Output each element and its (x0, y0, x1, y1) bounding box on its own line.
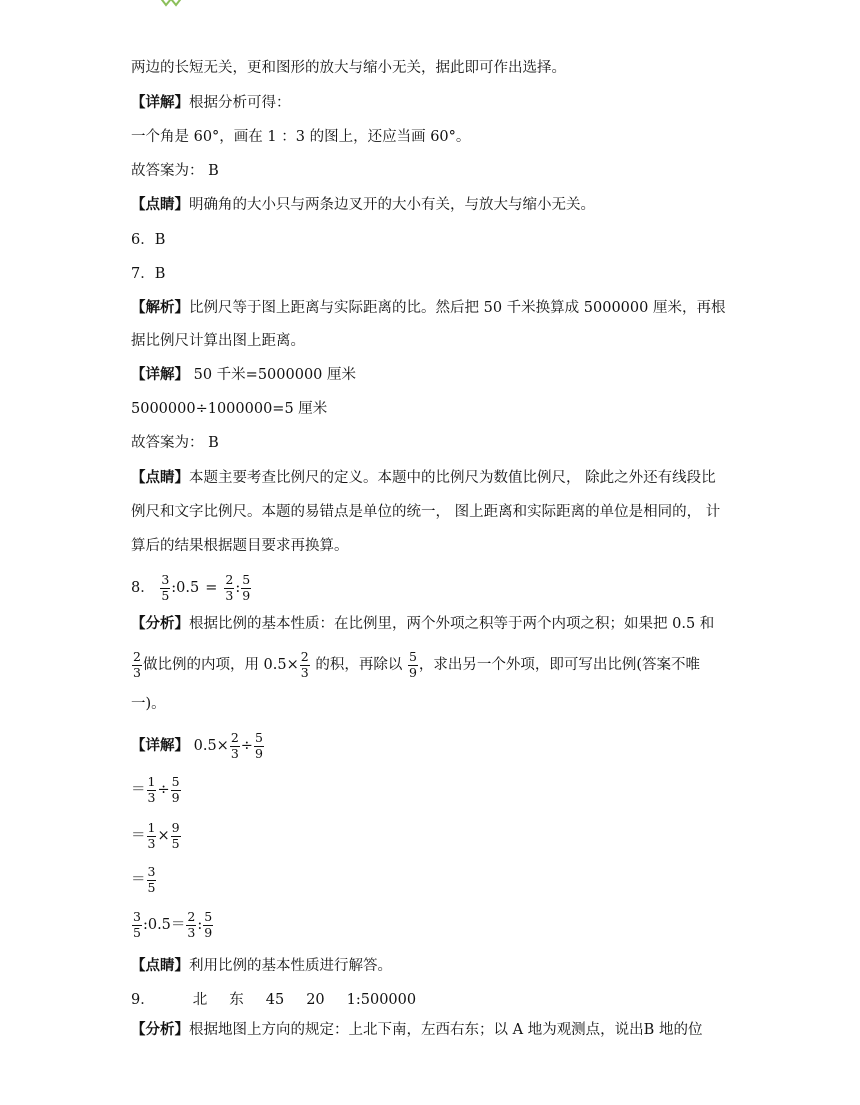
fraction: $\frac{9}{5}$ (171, 820, 180, 851)
math-result (131, 911, 214, 939)
analysis-text: 做比例的内项，用 0.5× (142, 657, 299, 673)
math-text: 0.5× (189, 738, 229, 754)
math-text: ÷ (157, 782, 170, 798)
text-line: 算后的结果根据题目要求再换算。 (131, 538, 349, 554)
question-number: 8． (131, 580, 155, 596)
math-text: = (205, 580, 218, 596)
math-text: :0.5 (171, 580, 200, 596)
comment-line (131, 468, 716, 488)
detail-tag: 【详解】 (131, 94, 189, 111)
math-text: × (157, 828, 170, 844)
analysis-line (131, 1020, 702, 1040)
analysis-tag: 【分析】 (131, 1021, 189, 1038)
fraction: $\frac{5}{9}$ (242, 572, 251, 603)
math-text: ＝ (131, 828, 146, 844)
comment-tag: 【点睛】 (131, 469, 189, 486)
answer-blank: 北 (192, 992, 208, 1008)
math-text: ＝ (131, 872, 146, 888)
analysis-text: 根据比例的基本性质：在比例里，两个外项之积等于两个内项之积；如果把 0.5 和 (189, 616, 715, 632)
math-step (131, 776, 182, 804)
detail-text: 根据分析可得： (189, 95, 291, 111)
text-line: 两边的长短无关，更和图形的放大与缩小无关，据此即可作出选择。 (131, 60, 566, 76)
fraction: $\frac{2}{3}$ (230, 730, 239, 761)
math-text: ÷ (240, 738, 253, 754)
fraction: $\frac{3}{5}$ (161, 572, 170, 603)
answer-6: 6．B (131, 232, 166, 248)
answer-9 (131, 990, 416, 1010)
parse-text: 比例尺等于图上距离与实际距离的比。然后把 50 千米换算成 5000000 厘米，再根 (189, 300, 726, 316)
fraction: $\frac{2}{3}$ (133, 649, 141, 680)
fraction: $\frac{3}{5}$ (147, 864, 156, 895)
fraction: $\frac{2}{3}$ (300, 649, 309, 680)
answer-blank: 20 (306, 992, 325, 1008)
fraction: $\frac{5}{9}$ (408, 649, 417, 680)
text-line: 一个角是 60°，画在 1 ：3 的图上，还应当画 60°。 (131, 129, 471, 145)
leaf-logo-icon (156, 0, 186, 8)
analysis-line (131, 614, 714, 634)
answer-blank: 东 (229, 992, 244, 1008)
comment-text: 利用比例的基本性质进行解答。 (189, 958, 392, 974)
parse-line (131, 298, 725, 318)
math-step (131, 822, 182, 850)
text-line: 例尺和文字比例尺。本题的易错点是单位的统一， 图上距离和实际距离的单位是相同的， 计 (131, 504, 721, 520)
analysis-text: 的积，再除以 (310, 657, 407, 673)
fraction: $\frac{5}{9}$ (171, 774, 180, 805)
question-number: 9． (131, 992, 155, 1008)
detail-line (131, 732, 265, 760)
answer-8 (131, 574, 252, 602)
comment-tag: 【点睛】 (131, 196, 189, 213)
analysis-tag: 【分析】 (131, 615, 189, 632)
comment-tag: 【点睛】 (131, 957, 189, 974)
detail-line (131, 365, 356, 385)
detail-text: 50 千米=5000000 厘米 (189, 367, 357, 383)
math-text: ＝ (131, 782, 146, 798)
fraction: $\frac{2}{3}$ (225, 572, 234, 603)
analysis-text: ，求出另一个外项，即可写出比例(答案不唯 (418, 657, 701, 673)
fraction: $\frac{1}{3}$ (147, 774, 156, 805)
answer-7: 7．B (131, 266, 166, 282)
text-line: 一)。 (131, 696, 166, 712)
comment-line (131, 195, 595, 215)
detail-tag: 【详解】 (131, 366, 189, 383)
answer-blank: 45 (265, 992, 285, 1008)
fraction: $\frac{1}{3}$ (147, 820, 156, 851)
text-line: 据比例尺计算出图上距离。 (131, 333, 305, 349)
answer-line: 故答案为： B (131, 163, 219, 179)
comment-text: 明确角的大小只与两条边叉开的大小有关，与放大与缩小无关。 (189, 197, 595, 213)
comment-line (131, 956, 392, 976)
math-text: :0.5＝ (142, 917, 186, 933)
analysis-line (131, 651, 700, 679)
fraction: $\frac{3}{5}$ (133, 909, 141, 940)
detail-tag: 【详解】 (131, 737, 189, 754)
fraction: $\frac{5}{9}$ (204, 909, 213, 940)
parse-tag: 【解析】 (131, 299, 189, 316)
answer-blank: 1:500000 (346, 992, 417, 1008)
math-step (131, 866, 157, 894)
analysis-text: 根据地图上方向的规定：上北下南，左西右东；以 A 地为观测点，说出B 地的位 (189, 1022, 703, 1038)
text-line: 5000000÷1000000=5 厘米 (131, 401, 328, 417)
answer-line: 故答案为： B (131, 435, 219, 451)
fraction: $\frac{2}{3}$ (187, 909, 196, 940)
fraction: $\frac{5}{9}$ (254, 730, 263, 761)
math-text: : (235, 580, 241, 596)
math-text: : (197, 917, 203, 933)
comment-text: 本题主要考查比例尺的定义。本题中的比例尺为数值比例尺， 除此之外还有线段比 (189, 470, 716, 486)
detail-line (131, 93, 291, 113)
